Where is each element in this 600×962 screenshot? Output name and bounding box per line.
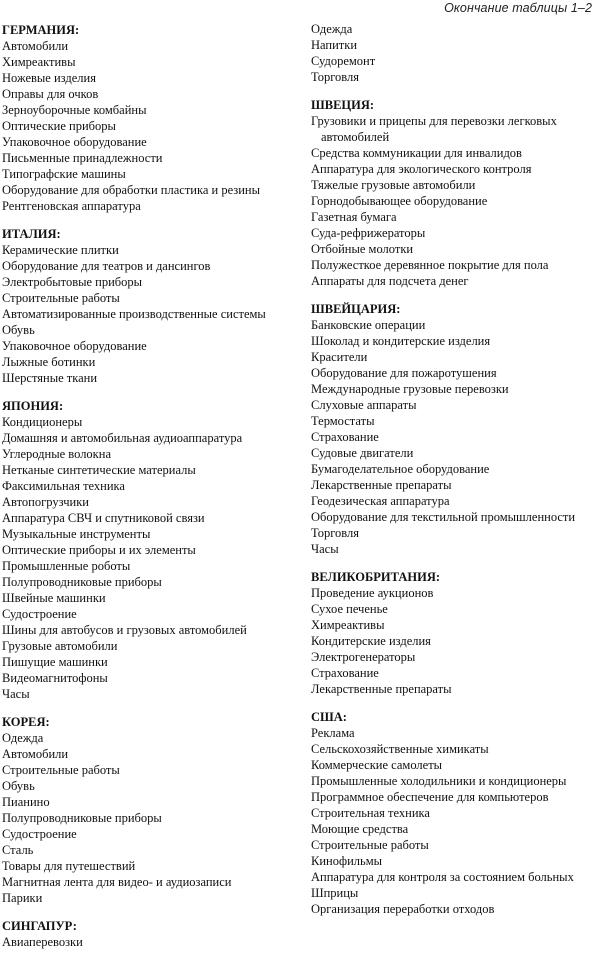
list-item: Лыжные ботинки [2,355,96,369]
list-item: Аппараты для подсчета денег [311,274,469,288]
list-item: Парики [2,891,43,905]
list-item: Аппаратура СВЧ и спутниковой связи [2,511,205,525]
right-column [311,21,600,929]
list-item: Швейные машинки [2,591,106,605]
section-title: ШВЕЙЦАРИЯ: [311,302,401,316]
section-title: СИНГАПУР: [2,919,77,933]
list-item: Автомобили [2,39,69,53]
list-item: Кинофильмы [311,854,383,868]
list-item: Строительные работы [2,763,120,777]
list-item: Пишущие машинки [2,655,108,669]
list-item: Автоматизированные производственные системы [2,307,266,321]
list-item: Суда-рефрижераторы [311,226,426,240]
list-item: Оборудование для обработки пластика и резины [2,183,261,197]
list-item: Страхование [311,430,379,444]
list-item: Тяжелые грузовые автомобили [311,178,476,192]
list-item: Оправы для очков [2,87,99,101]
list-item: Шоколад и кондитерские изделия [311,334,491,348]
list-item: Химреактивы [2,55,76,69]
list-item: Промышленные роботы [2,559,131,573]
list-item: Аппаратура для экологического контроля [311,162,532,176]
list-item: Коммерческие самолеты [311,758,443,772]
list-item: Слуховые аппараты [311,398,417,412]
list-item: Кондитерские изделия [311,634,431,648]
list-item: Торговля [311,70,359,84]
list-item: Электрогенераторы [311,650,416,664]
country-section-сингапур [2,918,302,950]
country-section-италия [2,226,302,386]
list-item: Товары для путешествий [2,859,136,873]
country-section-швеция [311,97,600,289]
list-item: Организация переработки отходов [311,902,495,916]
country-section-continued [311,21,600,85]
list-item: Электробытовые приборы [2,275,143,289]
section-title: ИТАЛИЯ: [2,227,61,241]
list-item: Страхование [311,666,379,680]
list-item: Аппаратура для контроля за состоянием больных [311,870,574,884]
country-section-корея [2,714,302,906]
list-item: Кондиционеры [2,415,83,429]
list-item: Судоремонт [311,54,376,68]
table-caption: Окончание таблицы 1–2 [444,1,592,15]
list-item: Строительные работы [311,838,429,852]
list-item: Типографские машины [2,167,126,181]
list-item: Факсимильная техника [2,479,125,493]
list-item: Строительная техника [311,806,430,820]
list-item: Обувь [2,323,35,337]
list-item: Шины для автобусов и грузовых автомобилей [2,623,247,637]
list-item: Обувь [2,779,35,793]
list-item: Проведение аукционов [311,586,434,600]
list-item: Геодезическая аппаратура [311,494,450,508]
list-item: Видеомагнитофоны [2,671,108,685]
list-item: Полупроводниковые приборы [2,575,162,589]
list-item: Рентгеновская аппаратура [2,199,141,213]
list-item: Отбойные молотки [311,242,414,256]
list-item: Напитки [311,38,358,52]
list-item: Термостаты [311,414,375,428]
list-item: Химреактивы [311,618,385,632]
list-item: Промышленные холодильники и кондиционеры [311,774,567,788]
list-item: Судостроение [2,607,77,621]
section-title: США: [311,710,347,724]
list-item: Оптические приборы [2,119,116,133]
list-item: Часы [311,542,339,556]
list-item: Международные грузовые перевозки [311,382,509,396]
list-item: Автопогрузчики [2,495,89,509]
list-item: Грузовики и прицепы для перевозки легковых автомобилей [311,114,557,144]
list-item: Судовые двигатели [311,446,414,460]
list-item: Грузовые автомобили [2,639,118,653]
list-item: Оборудование для текстильной промышленности [311,510,576,524]
list-item: Шерстяные ткани [2,371,98,385]
country-section-сша [311,709,600,917]
list-item: Оптические приборы и их элементы [2,543,196,557]
list-item: Домашняя и автомобильная аудиоаппаратура [2,431,243,445]
list-item: Полупроводниковые приборы [2,811,162,825]
list-item: Зерноуборочные комбайны [2,103,147,117]
list-item: Бумагоделательное оборудование [311,462,490,476]
list-item: Сталь [2,843,34,857]
country-section-германия [2,22,302,214]
list-item: Банковские операции [311,318,426,332]
list-item: Программное обеспечение для компьютеров [311,790,549,804]
list-item: Судостроение [2,827,77,841]
section-title: ЯПОНИЯ: [2,399,64,413]
left-column [2,22,302,962]
list-item: Оборудование для пожаротушения [311,366,497,380]
list-item: Одежда [311,22,353,36]
list-item: Лекарственные препараты [311,478,452,492]
list-item: Автомобили [2,747,69,761]
list-item: Реклама [311,726,355,740]
list-item: Газетная бумага [311,210,397,224]
list-item: Часы [2,687,30,701]
list-item: Полужесткое деревянное покрытие для пола [311,258,549,272]
list-item: Строительные работы [2,291,120,305]
list-item: Упаковочное оборудование [2,339,147,353]
list-item: Сухое печенье [311,602,388,616]
list-item: Сельскохозяйственные химикаты [311,742,489,756]
list-item: Авиаперевозки [2,935,83,949]
list-item: Углеродные волокна [2,447,111,461]
list-item: Керамические плитки [2,243,119,257]
list-item: Магнитная лента для видео- и аудиозаписи [2,875,232,889]
list-item: Одежда [2,731,44,745]
section-title: ВЕЛИКОБРИТАНИЯ: [311,570,441,584]
list-item: Письменные принадлежности [2,151,163,165]
section-title: КОРЕЯ: [2,715,50,729]
country-section-швейцария [311,301,600,557]
section-title: ШВЕЦИЯ: [311,98,375,112]
list-item: Ножевые изделия [2,71,96,85]
list-item: Музыкальные инструменты [2,527,151,541]
country-section-великобритания [311,569,600,697]
list-item: Средства коммуникации для инвалидов [311,146,522,160]
list-item: Пианино [2,795,50,809]
list-item: Нетканые синтетические материалы [2,463,196,477]
country-section-япония [2,398,302,702]
list-item: Упаковочное оборудование [2,135,147,149]
list-item: Оборудование для театров и дансингов [2,259,211,273]
list-item: Шприцы [311,886,359,900]
list-item: Горнодобывающее оборудование [311,194,488,208]
section-title: ГЕРМАНИЯ: [2,23,80,37]
list-item: Моющие средства [311,822,409,836]
list-item: Лекарственные препараты [311,682,452,696]
list-item: Торговля [311,526,359,540]
list-item: Красители [311,350,368,364]
